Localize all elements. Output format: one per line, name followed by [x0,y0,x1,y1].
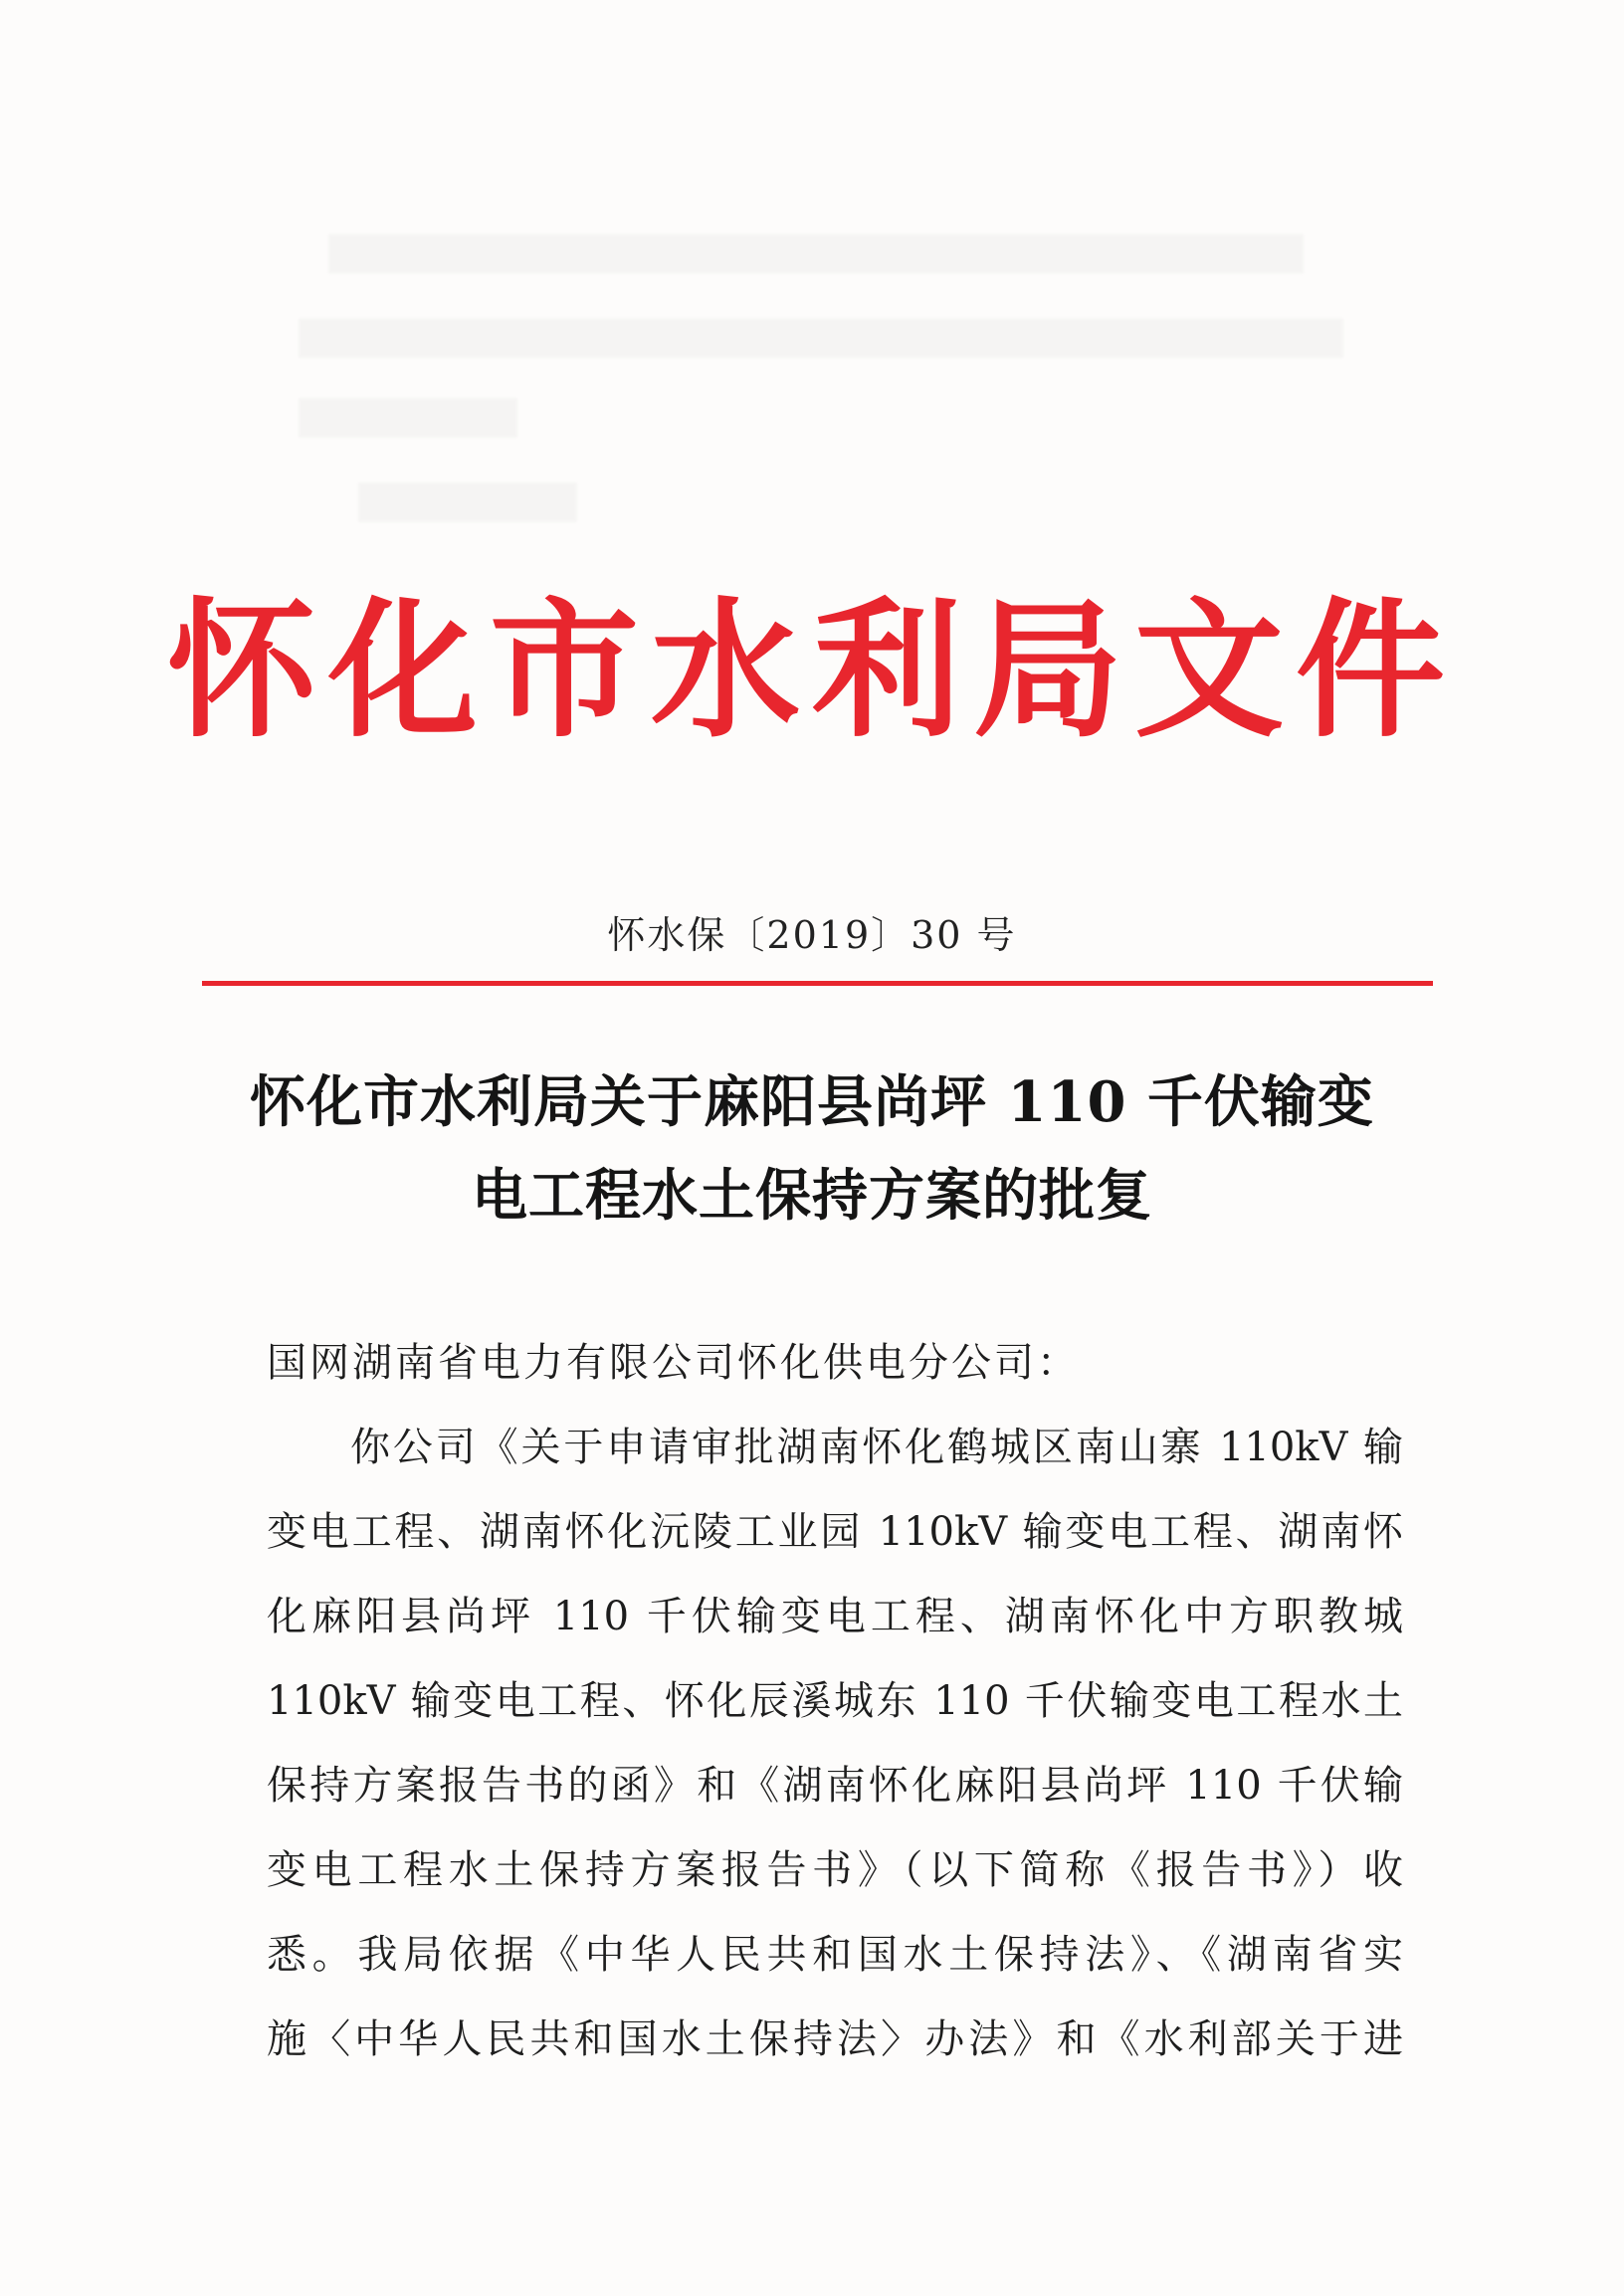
show-through-shadow [328,234,1304,274]
document-masthead: 怀化市水利局文件 [166,585,1457,758]
body-text-line: 保持方案报告书的函》和《湖南怀化麻阳县尚坪 110 千伏输 [267,1763,1403,1809]
document-title-line-2: 电工程水土保持方案的批复 [472,1163,1152,1229]
show-through-shadow [299,398,517,438]
document-number: 怀水保〔2019〕30 号 [607,913,1017,957]
body-text-line: 化麻阳县尚坪 110 千伏输变电工程、湖南怀化中方职教城 [267,1594,1403,1639]
body-text-line: 变电工程水土保持方案报告书》（以下简称《报告书》）收 [267,1847,1403,1893]
show-through-shadow [358,482,577,522]
body-text-line: 悉。我局依据《中华人民共和国水土保持法》、《湖南省实 [267,1932,1403,1978]
body-text-line: 你公司《关于申请审批湖南怀化鹤城区南山寨 110kV 输 [350,1425,1403,1470]
document-title-line-1: 怀化市水利局关于麻阳县尚坪 110 千伏输变 [250,1069,1374,1135]
addressee: 国网湖南省电力有限公司怀化供电分公司： [267,1340,1080,1386]
body-text-line: 变电工程、湖南怀化沅陵工业园 110kV 输变电工程、湖南怀 [267,1509,1403,1555]
red-separator-line [202,981,1433,986]
show-through-shadow [299,318,1343,358]
body-text-line: 施〈中华人民共和国水土保持法〉办法》和《水利部关于进 [267,2016,1403,2062]
body-text-line: 110kV 输变电工程、怀化辰溪城东 110 千伏输变电工程水土 [267,1678,1403,1724]
